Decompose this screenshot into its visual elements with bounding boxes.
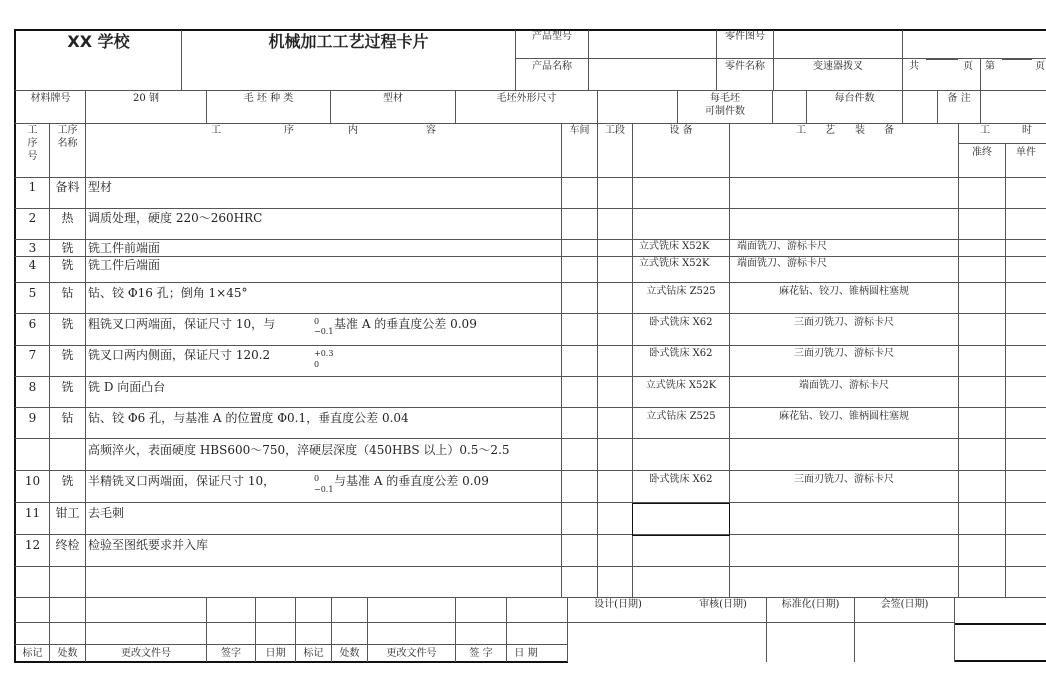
mv-5: [597, 91, 598, 123]
row-line: [15, 597, 1046, 598]
bv-tool: [958, 123, 959, 598]
card-title: 机械加工工艺过程卡片: [268, 32, 429, 51]
row-line: [15, 376, 1046, 377]
row-no: 11: [24, 506, 41, 520]
row-name: 铣: [61, 474, 74, 488]
row-content: 调质处理，硬度 220～260HRC: [88, 211, 263, 225]
row-tooling: 麻花钻、铰刀、锥柄圆柱塞规: [779, 411, 909, 422]
material-line-bottom: [15, 123, 1046, 124]
row-no: 4: [28, 258, 37, 272]
row-line: [15, 256, 1046, 257]
col-equipment: 设 备: [669, 125, 693, 136]
col-time-char: 时: [1022, 125, 1032, 136]
hv-6: [902, 30, 903, 91]
total-label: 共: [909, 61, 919, 72]
hv-7: [980, 59, 981, 91]
mv-9: [902, 91, 903, 123]
fv-left: [85, 597, 86, 662]
per-blank-label-1: 每毛坯: [710, 93, 740, 104]
col-seq-1: 工: [27, 125, 38, 136]
header-line-bottom: [15, 90, 1046, 91]
row-content: 半精铣叉口两端面，保证尺寸 10，: [88, 474, 276, 488]
row-name: 铣: [61, 258, 74, 272]
row-line: [15, 239, 1046, 240]
page-underline-1: [926, 59, 958, 60]
row-no: 10: [24, 474, 41, 488]
col-content-char: 内: [348, 125, 358, 136]
footer-label: 处数: [339, 648, 360, 659]
row-line: [15, 566, 1046, 567]
row-no: 2: [28, 211, 37, 225]
header-line-mid: [515, 58, 1046, 59]
col-tooling-char: 工: [796, 125, 806, 136]
row-name: 终检: [55, 538, 80, 552]
product-name-label: 产品名称: [532, 61, 572, 72]
row-content: 型材: [88, 180, 113, 194]
fv: [954, 597, 955, 662]
frame-bottom: [15, 661, 568, 663]
part-name-value: 变速器拨叉: [813, 61, 863, 72]
row-line: [15, 313, 1046, 314]
part-name-label: 零件名称: [725, 61, 765, 72]
row-equipment: 立式铣床 X52K: [645, 380, 717, 391]
bv-workshop: [597, 123, 598, 598]
footer-standard: 标准化(日期): [781, 599, 840, 610]
tol-lower: 0: [314, 360, 320, 369]
row-line: [15, 345, 1046, 346]
row-content: 高频淬火，表面硬度 HBS600～750，淬硬层深度（450HBS 以上）0.5～2.5: [88, 443, 510, 457]
tol-upper: 0: [314, 317, 320, 326]
footer-label: 签 字: [469, 648, 493, 659]
footer-design: 设计(日期): [594, 599, 642, 610]
col-section: 工段: [605, 125, 625, 136]
selected-cell[interactable]: [632, 503, 730, 536]
row-name: 钻: [61, 411, 74, 425]
row-line: [15, 438, 1046, 439]
col-seq-2: 序: [27, 138, 38, 149]
col-workshop: 车间: [569, 125, 590, 136]
row-name: 钳工: [55, 506, 80, 520]
footer-review: 审核(日期): [699, 599, 747, 610]
row-line: [15, 407, 1046, 408]
row-no: 9: [28, 411, 37, 425]
footer-countersign: 会签(日期): [880, 599, 929, 610]
col-content-char: 容: [426, 125, 436, 136]
row-line: [15, 502, 1046, 503]
col-content-char: 序: [284, 125, 294, 136]
row-content: 钻、铰 Φ6 孔，与基准 A 的位置度 Φ0.1，垂直度公差 0.04: [88, 411, 409, 425]
product-model-label: 产品型号: [532, 31, 572, 42]
footer-label: 更改文件号: [121, 648, 171, 659]
columns-line-bottom: [15, 177, 1046, 178]
footer-sign-line: [15, 644, 568, 645]
mv-11: [980, 91, 981, 123]
row-tooling: 端面铣刀、游标卡尺: [737, 241, 827, 252]
row-line: [15, 534, 1046, 535]
hv-3: [588, 30, 589, 91]
row-no: 12: [24, 538, 41, 552]
material-label: 材料牌号: [30, 93, 71, 104]
row-content: 铣叉口两内侧面，保证尺寸 120.2: [88, 348, 271, 362]
row-tooling: 三面刃铣刀、游标卡尺: [794, 474, 894, 485]
row-name: 铣: [61, 317, 74, 331]
row-content: 检验至图纸要求并入库: [88, 538, 209, 552]
no-label: 第: [985, 61, 995, 72]
material-value: 20 钢: [133, 93, 159, 104]
row-no: 3: [28, 241, 37, 255]
page-label-2: 页: [1035, 61, 1045, 72]
footer-mid-line: [15, 622, 568, 623]
remark-label: 备 注: [947, 93, 971, 104]
row-equipment: 立式钻床 Z525: [646, 286, 716, 297]
bv-time: [1005, 143, 1006, 598]
col-name-1: 工序: [57, 125, 78, 136]
footer-right-thick-2: [954, 660, 1046, 662]
col-content-char: 工: [211, 125, 221, 136]
bv-content: [561, 123, 562, 598]
row-no: 5: [28, 286, 37, 300]
per-unit-label: 每台件数: [834, 93, 875, 104]
row-line: [15, 282, 1046, 283]
row-content-after: 基准 A 的垂直度公差 0.09: [334, 317, 477, 331]
part-no-label: 零件图号: [725, 31, 765, 42]
blank-size-label: 毛坯外形尺寸: [496, 93, 557, 104]
col-name-2: 名称: [57, 138, 78, 149]
row-name: 铣: [61, 348, 74, 362]
page-label: 页: [963, 61, 973, 72]
col-time-char: 工: [980, 125, 990, 136]
per-blank-label-2: 可制件数: [705, 106, 745, 117]
footer-sign-right-line: [567, 622, 955, 623]
row-line: [15, 470, 1046, 471]
row-no: 1: [28, 180, 37, 194]
row-name: 铣: [61, 380, 74, 394]
row-no: 6: [28, 317, 37, 331]
page-underline-2: [1002, 59, 1032, 60]
col-unit: 单件: [1016, 147, 1036, 158]
row-no: 7: [28, 348, 37, 362]
footer-label: 签字: [221, 648, 241, 659]
footer-label: 日 期: [514, 648, 538, 659]
footer-label: 标记: [303, 648, 324, 659]
row-equipment: 立式钻床 Z525: [646, 411, 716, 422]
bv-name: [85, 123, 86, 598]
footer-label: 日期: [265, 648, 286, 659]
footer-right-thick-1: [954, 623, 1046, 625]
row-content: 粗铣叉口两端面，保证尺寸 10，与: [88, 317, 276, 331]
row-equipment: 卧式铣床 X62: [649, 348, 713, 359]
row-no: 8: [28, 380, 37, 394]
row-content: 铣工件后端面: [88, 258, 161, 272]
tol-upper: +0.3: [314, 349, 334, 358]
footer-label: 处数: [57, 648, 78, 659]
row-name: 钻: [61, 286, 74, 300]
footer-label: 标记: [22, 648, 43, 659]
footer-label: 更改文件号: [386, 648, 437, 659]
row-equipment: 卧式铣床 X62: [649, 474, 713, 485]
row-tooling: 三面刃铣刀、游标卡尺: [794, 317, 894, 328]
school-name: XX 学校: [67, 32, 130, 51]
row-content-after: 与基准 A 的垂直度公差 0.09: [334, 474, 489, 488]
col-prep-end: 准终: [972, 147, 992, 158]
row-content: 铣工件前端面: [88, 241, 161, 255]
row-equipment: 立式铣床 X52K: [639, 258, 710, 269]
blank-type-value: 型材: [383, 93, 403, 104]
row-tooling: 端面铣刀、游标卡尺: [799, 380, 889, 391]
row-tooling: 端面铣刀、游标卡尺: [737, 258, 827, 269]
col-tooling-char: 艺: [825, 125, 835, 136]
col-tooling-char: 备: [884, 125, 894, 136]
blank-type-label: 毛 坯 种 类: [243, 93, 294, 104]
row-equipment: 立式铣床 X52K: [639, 241, 710, 252]
row-tooling: 三面刃铣刀、游标卡尺: [794, 348, 894, 359]
row-line: [15, 208, 1046, 209]
row-name: 铣: [61, 241, 74, 255]
row-tooling: 麻花钻、铰刀、锥柄圆柱塞规: [779, 286, 909, 297]
row-content: 铣 D 向面凸台: [88, 380, 166, 394]
col-tooling-char: 装: [855, 125, 865, 136]
row-content: 去毛刺: [88, 506, 125, 520]
col-seq-3: 号: [27, 151, 38, 162]
row-equipment: 卧式铣床 X62: [649, 317, 713, 328]
row-name: 备料: [55, 180, 80, 194]
time-sub-line: [958, 143, 1046, 144]
tol-lower: −0.1: [314, 485, 334, 494]
row-content: 钻、铰 Φ16 孔；倒角 1×45°: [88, 286, 248, 300]
tol-lower: −0.1: [314, 327, 334, 336]
tol-upper: 0: [314, 474, 320, 483]
mv-7: [772, 91, 773, 123]
row-name: 热: [61, 211, 74, 225]
